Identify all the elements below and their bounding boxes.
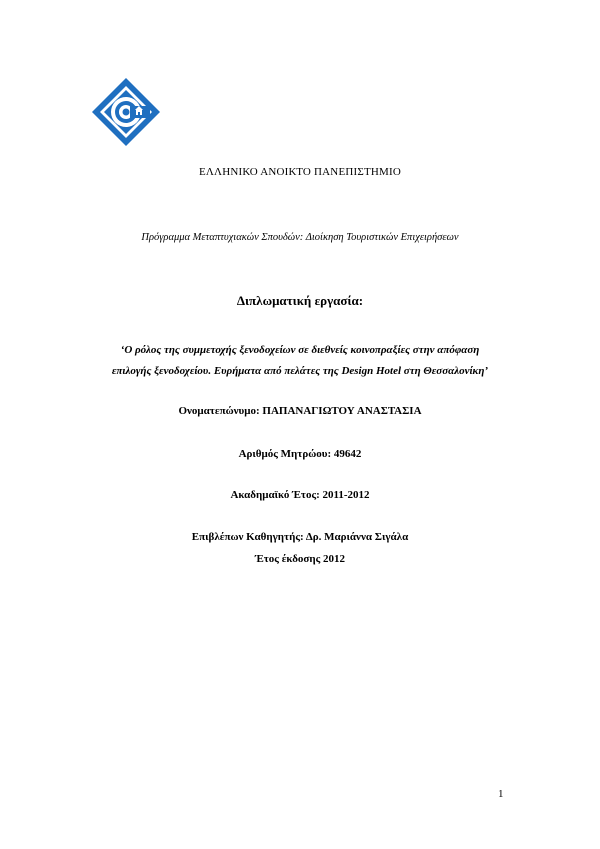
academic-year: Ακαδημαϊκό Έτος: 2011-2012 xyxy=(230,489,370,501)
thesis-title-line-2: επιλογής ξενοδοχείου. Ευρήματα από πελάτες της Design Hotel στη Θεσσαλονίκη’ xyxy=(111,365,489,377)
author-name: Ονοματεπώνυμο: ΠΑΠΑΝΑΓΙΩΤΟΥ ΑΝΑΣΤΑΣΙΑ xyxy=(178,405,422,417)
registration-number: Αριθμός Μητρώου: 49642 xyxy=(238,448,362,460)
supervisor: Επιβλέπων Καθηγητής: Δρ. Μαριάννα Σιγάλα xyxy=(191,531,409,543)
thesis-title-line-1: ‘Ο ρόλος της συμμετοχής ξενοδοχείων σε διεθνείς κοινοπραξίες στην απόφαση xyxy=(120,344,480,356)
university-logo-icon xyxy=(90,76,162,148)
page-number: 1 xyxy=(498,788,504,800)
publication-year: Έτος έκδοσης 2012 xyxy=(254,553,346,565)
thesis-label: Διπλωματική εργασία: xyxy=(236,293,364,308)
university-name: ΕΛΛΗΝΙΚΟ ΑΝΟΙΚΤΟ ΠΑΝΕΠΙΣΤΗΜΙΟ xyxy=(198,166,402,178)
program-name: Πρόγραμμα Μεταπτυχιακών Σπουδών: Διοίκηση Τουριστικών Επιχειρήσεων xyxy=(141,232,459,243)
